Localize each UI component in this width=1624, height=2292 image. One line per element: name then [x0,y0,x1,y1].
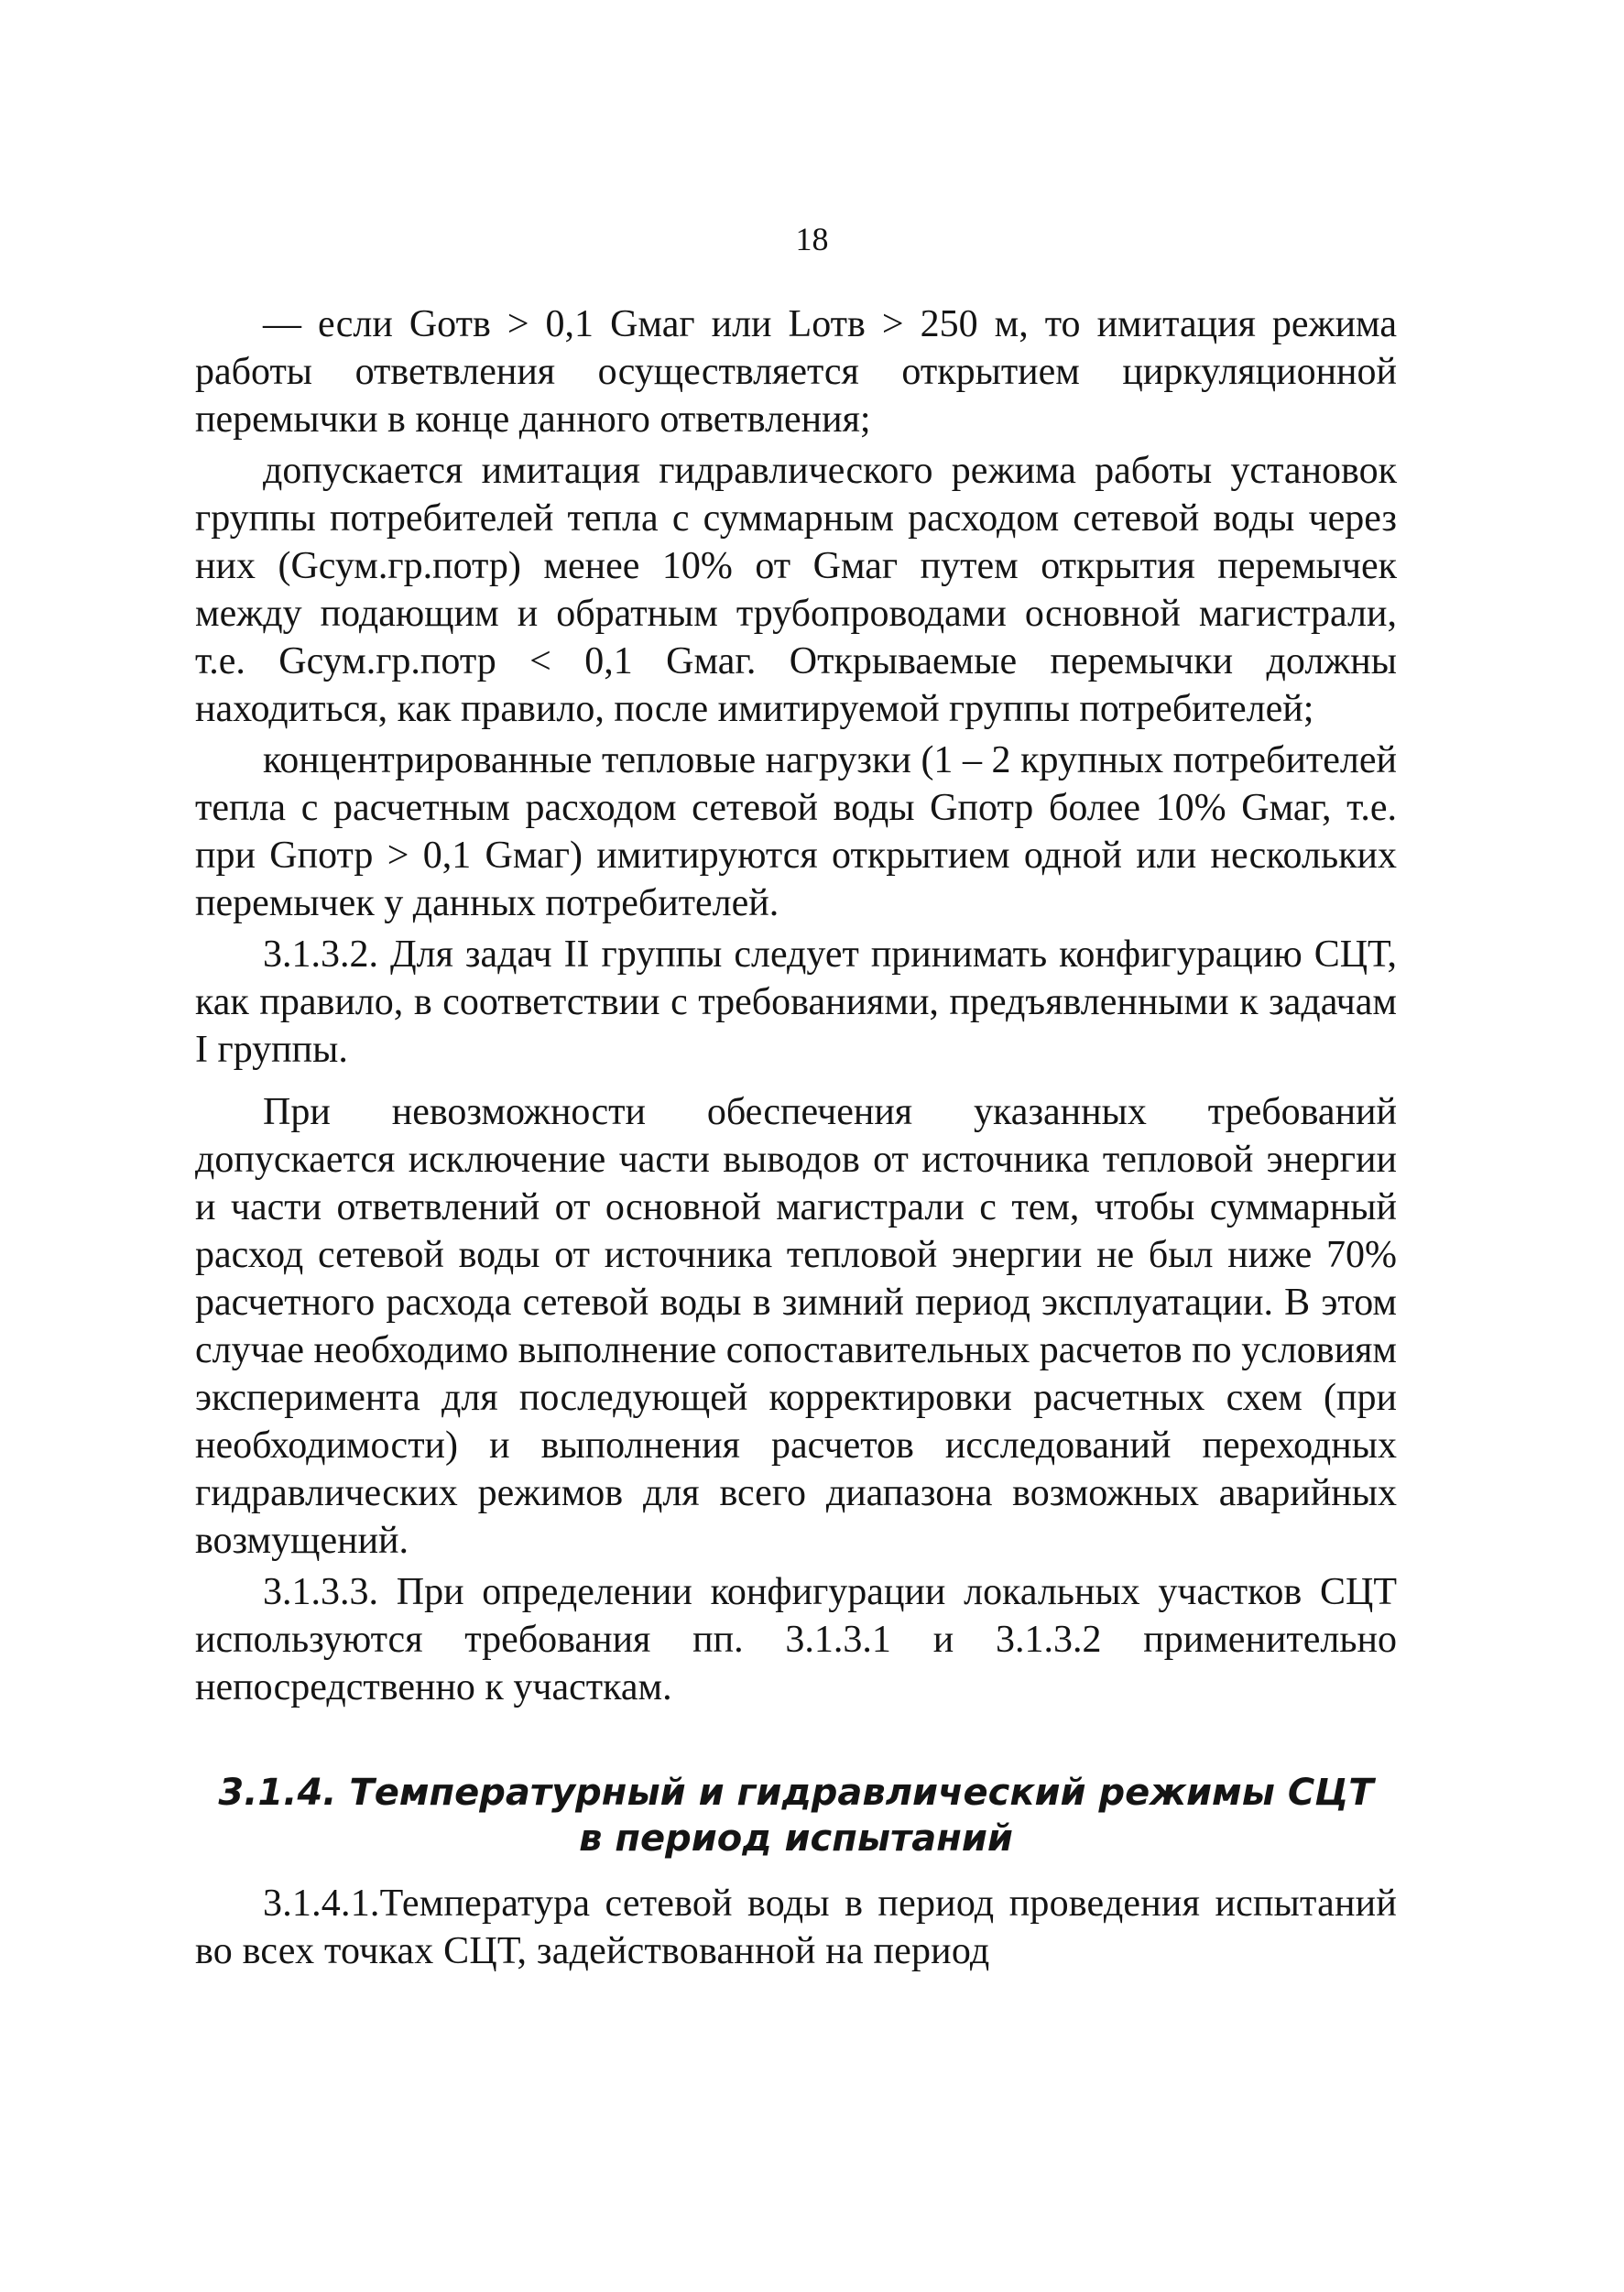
paragraph-exclusion-requirements: При невозможности обеспечения указанных требований допускается исключение части выводов от источника тепловой энергии и части ответвлений от основной магистрали с тем, чтобы суммарный расход сетевой воды от источника тепловой энергии не был ниже 70% расчетного расхода сетевой воды в зимний период эксплуатации. В этом случае необходимо выполнение сопоставительных расчетов по условиям эксперимента для последующей корректировки расчетных схем (при необходимости) и выполнения расчетов исследований переходных гидравлических режимов для всего диапазона возможных аварийных возмущений. [195,1091,1397,1562]
paragraph-branch-imitation: — если Gотв > 0,1 Gмаг или Lотв > 250 м, то имитация режима работы ответвления осуществляется открытием циркуляционной перемычки в конце данного ответвления; [195,303,1397,441]
section-heading-line-2: в период испытаний [579,1817,1013,1860]
section-heading-line-1: 3.1.4. Температурный и гидравлический режимы СЦТ [218,1772,1374,1814]
paragraph-concentrated-loads: концентрированные тепловые нагрузки (1 – 2 крупных потребителей тепла с расчетным расходом сетевой воды Gпотр более 10% Gмаг, т.е. при Gпотр > 0,1 Gмаг) имитируются открытием одной или нескольких перемычек у данных потребителей. [195,739,1397,924]
page-number: 18 [795,221,829,257]
paragraph-3-1-3-2: 3.1.3.2. Для задач II группы следует принимать конфигурацию СЦТ, как правило, в соответствии с требованиями, предъявленными к задачам I группы. [195,933,1397,1071]
section-heading [195,1770,1397,1861]
paragraph-3-1-4-1: 3.1.4.1.Температура сетевой воды в период проведения испытаний во всех точках СЦТ, задействованной на период [195,1883,1397,1972]
paragraph-3-1-3-3: 3.1.3.3. При определении конфигурации локальных участков СЦТ используются требования пп. 3.1.3.1 и 3.1.3.2 применительно непосредственно к участкам. [195,1571,1397,1708]
paragraph-consumer-group-imitation: допускается имитация гидравлического режима работы установок группы потребителей тепла с суммарным расходом сетевой воды через них (Gсум.гр.потр) менее 10% от Gмаг путем открытия перемычек между подающим и обратным трубопроводами основной магистрали, т.е. Gсум.гр.потр < 0,1 Gмаг. Открываемые перемычки должны находиться, как правило, после имитируемой группы потребителей; [195,450,1397,730]
document-body [195,300,1397,1979]
